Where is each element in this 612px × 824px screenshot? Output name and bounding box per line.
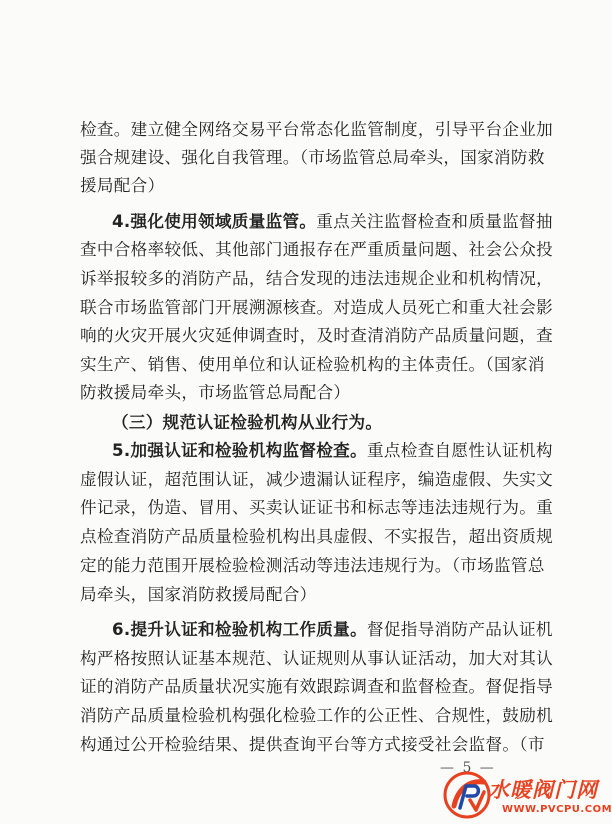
bold-heading: 4.强化使用领域质量监管。 [112, 212, 317, 231]
bold-heading: 5.加强认证和检验机构监督检查。 [112, 441, 367, 460]
text-line [80, 470, 554, 490]
page-number: — 5 — [440, 760, 496, 776]
text-line [80, 706, 554, 726]
text-line [80, 176, 520, 196]
line-text: 联合市场监管部门开展溯源核查。对造成人员死亡和重大社会影 [80, 298, 554, 317]
text-line [80, 269, 554, 289]
watermark-title: 水暖阀门网 [488, 778, 598, 802]
text-line [112, 413, 520, 433]
line-text: 重点关注监督检查和质量监督抽 [316, 212, 553, 231]
text-line [80, 355, 545, 375]
text-line [80, 585, 520, 605]
text-line [80, 735, 545, 755]
line-text: 重点检查自愿性认证机构 [366, 441, 553, 460]
line-text: 构严格按照认证基本规范、认证规则从事认证活动，加大对其认 [80, 649, 554, 668]
text-line [80, 298, 554, 318]
line-text: 点检查消防产品质量检验机构出具虚假、不实报告，超出资质规 [80, 527, 554, 546]
line-text: 检查。建立健全网络交易平台常态化监管制度，引导平台企业加 [80, 120, 554, 139]
text-line [80, 326, 554, 346]
text-line [80, 120, 554, 140]
text-line [112, 620, 553, 640]
line-text: 消防产品质量检验机构强化检验工作的公正性、合规性，鼓励机 [80, 706, 554, 725]
text-line [112, 441, 553, 461]
watermark [440, 766, 612, 824]
watermark-logo-icon [440, 768, 494, 822]
line-text: 证的消防产品质量状况实施有效跟踪调查和监督检查。督促指导 [80, 677, 554, 696]
bold-heading: 6.提升认证和检验机构工作质量。 [112, 620, 367, 639]
text-line [80, 383, 520, 403]
text-line [80, 649, 554, 669]
text-line [80, 498, 554, 518]
line-text: 强合规建设、强化自我管理。（市场监管总局牵头，国家消防救 [80, 148, 545, 167]
text-line [80, 527, 554, 547]
line-text: 定的能力范围开展检验检测活动等违法违规行为。（市场监管总 [80, 556, 545, 575]
line-text: 督促指导消防产品认证机 [366, 620, 553, 639]
line-text: 实生产、销售、使用单位和认证检验机构的主体责任。（国家消 [80, 355, 545, 374]
text-line [112, 212, 553, 232]
line-text: 响的火灾开展火灾延伸调查时，及时查清消防产品质量问题，查 [80, 326, 554, 345]
text-line [80, 148, 545, 168]
text-line [80, 240, 554, 260]
line-text: 件记录，伪造、冒用、买卖认证证书和标志等违法违规行为。重 [80, 498, 554, 517]
line-text: 查中合格率较低、其他部门通报存在严重质量问题、社会公众投 [80, 240, 554, 259]
text-line [80, 677, 554, 697]
line-text: 构通过公开检验结果、提供查询平台等方式接受社会监督。（市 [80, 735, 545, 754]
line-text: 援局配合） [80, 176, 165, 195]
line-text: 诉举报较多的消防产品，结合发现的违法违规企业和机构情况， [80, 269, 554, 288]
watermark-url: WWW.PVCPU.COM [502, 804, 612, 815]
bold-heading: （三）规范认证检验机构从业行为。 [112, 413, 383, 432]
line-text: 局牵头，国家消防救援局配合） [80, 585, 317, 604]
text-line [80, 556, 545, 576]
line-text: 防救援局牵头，市场监管总局配合） [80, 383, 351, 402]
line-text: 虚假认证，超范围认证，减少遗漏认证程序，编造虚假、失实文 [80, 470, 554, 489]
